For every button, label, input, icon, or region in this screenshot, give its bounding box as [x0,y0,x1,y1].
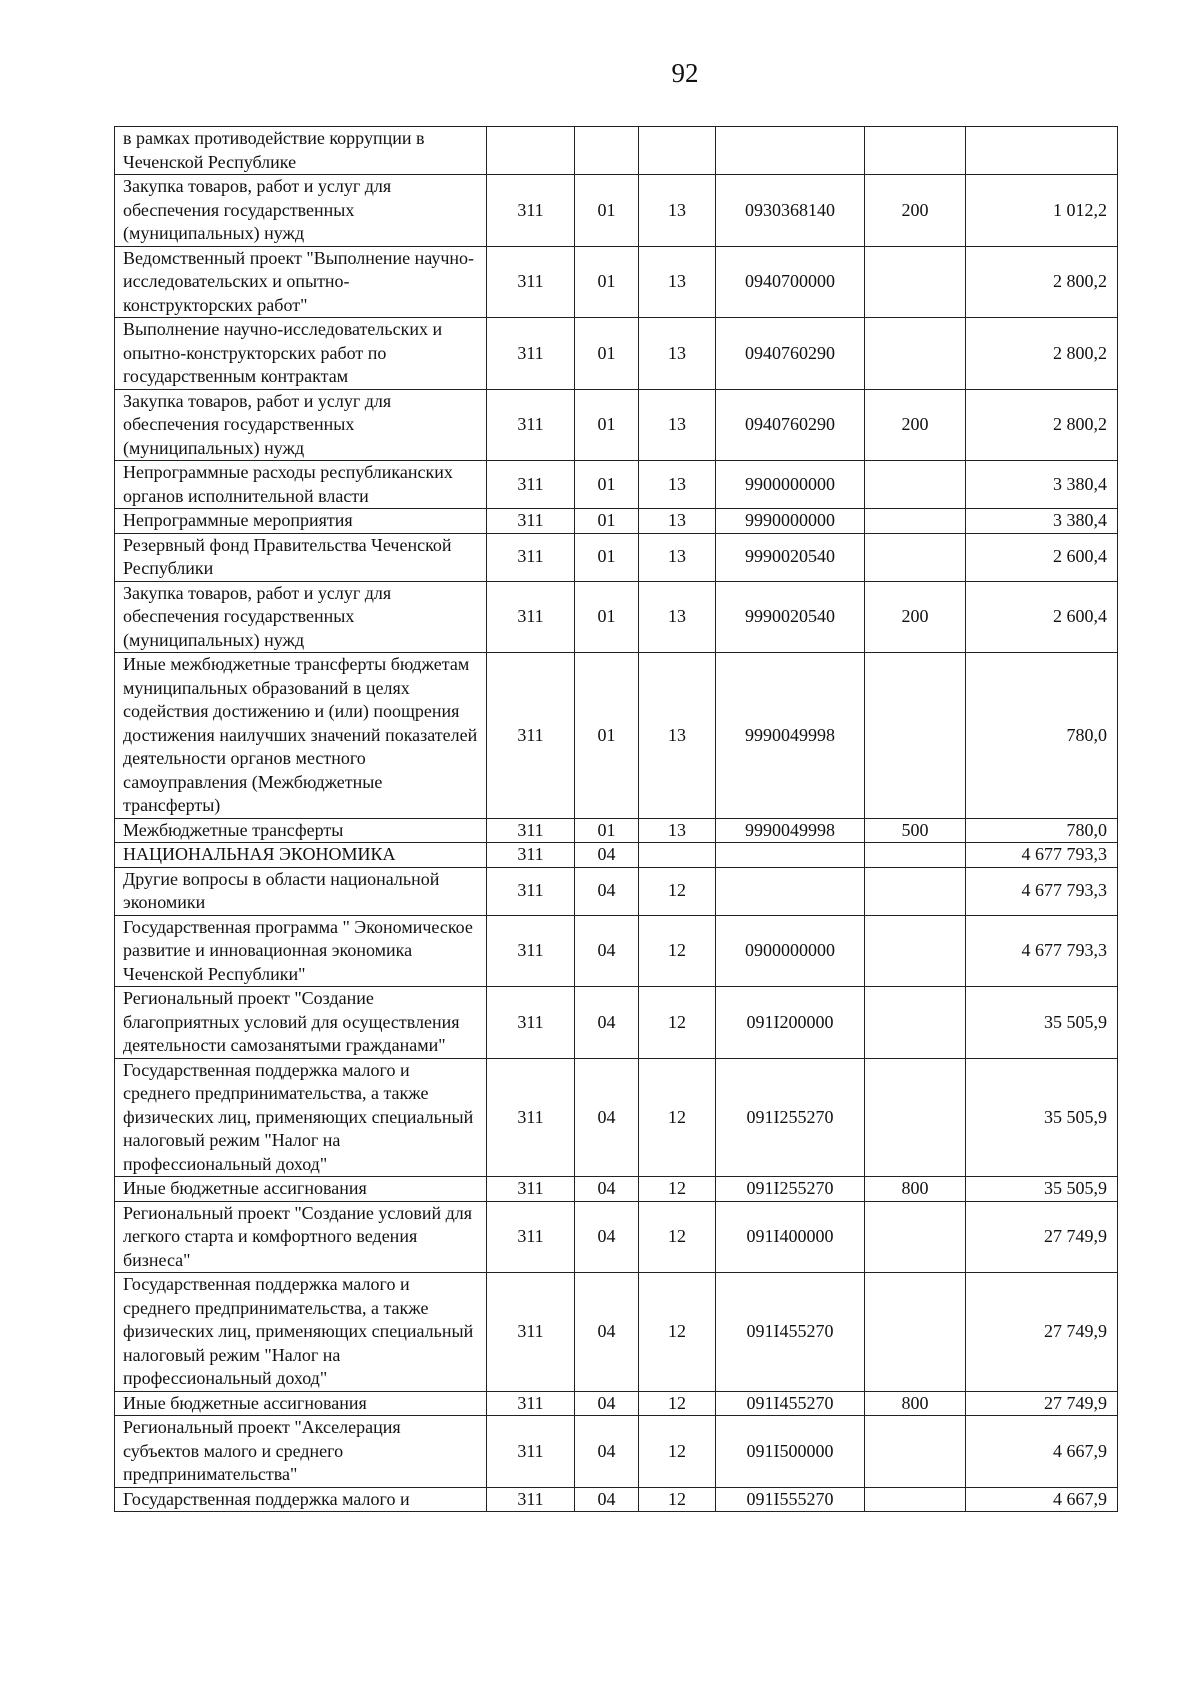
ministry-code: 311 [487,915,575,987]
item-name: Иные бюджетные ассигнования [115,1391,487,1416]
item-name: Непрограммные расходы республиканских органов исполнительной власти [115,461,487,509]
expense-type-code: 500 [865,818,966,843]
amount [966,127,1118,175]
target-article-code: 091I255270 [716,1177,865,1202]
item-name: Региональный проект "Создание благоприятных условий для осуществления деятельности самозанятыми гражданами" [115,987,487,1059]
section-code: 01 [575,246,639,318]
expense-type-code [865,1487,966,1512]
target-article-code: 9900000000 [716,461,865,509]
amount: 2 800,2 [966,246,1118,318]
subsection-code: 12 [639,915,716,987]
subsection-code: 13 [639,318,716,390]
subsection-code: 12 [639,1416,716,1488]
section-code: 04 [575,1391,639,1416]
ministry-code: 311 [487,1391,575,1416]
expense-type-code [865,509,966,534]
ministry-code: 311 [487,175,575,247]
item-name: НАЦИОНАЛЬНАЯ ЭКОНОМИКА [115,843,487,868]
table-row [115,843,1118,868]
amount: 2 600,4 [966,533,1118,581]
subsection-code: 12 [639,867,716,915]
section-code: 01 [575,818,639,843]
item-name: Межбюджетные трансферты [115,818,487,843]
target-article-code: 091I200000 [716,987,865,1059]
section-code: 01 [575,581,639,653]
amount: 4 677 793,3 [966,915,1118,987]
amount: 4 667,9 [966,1487,1118,1512]
expense-type-code [865,1416,966,1488]
section-code: 01 [575,389,639,461]
item-name: Региональный проект "Акселерация субъектов малого и среднего предпринимательства" [115,1416,487,1488]
item-name: Государственная поддержка малого и среднего предпринимательства, а также физических лиц, применяющих специальный налоговый режим "Налог на профессиональный доход" [115,1273,487,1392]
subsection-code: 13 [639,509,716,534]
item-name: Государственная поддержка малого и [115,1487,487,1512]
table-row [115,818,1118,843]
table-row [115,1273,1118,1392]
table-row [115,246,1118,318]
expense-type-code [865,867,966,915]
amount: 4 677 793,3 [966,867,1118,915]
target-article-code: 091I555270 [716,1487,865,1512]
ministry-code: 311 [487,843,575,868]
item-name: Другие вопросы в области национальной экономики [115,867,487,915]
expense-type-code [865,1273,966,1392]
amount: 27 749,9 [966,1391,1118,1416]
table-row [115,581,1118,653]
table-body [115,127,1118,1512]
amount: 4 677 793,3 [966,843,1118,868]
ministry-code: 311 [487,1201,575,1273]
section-code: 01 [575,509,639,534]
amount: 4 667,9 [966,1416,1118,1488]
expense-type-code: 200 [865,389,966,461]
target-article-code: 091I255270 [716,1058,865,1177]
target-article-code: 091I500000 [716,1416,865,1488]
target-article-code [716,843,865,868]
page-number: 92 [671,58,699,88]
table-row [115,1487,1118,1512]
amount: 780,0 [966,818,1118,843]
target-article-code: 9990000000 [716,509,865,534]
target-article-code: 0930368140 [716,175,865,247]
target-article-code [716,127,865,175]
table-row [115,1177,1118,1202]
section-code: 04 [575,843,639,868]
expense-type-code [865,533,966,581]
target-article-code: 0940700000 [716,246,865,318]
expense-type-code [865,246,966,318]
subsection-code: 13 [639,818,716,843]
section-code: 04 [575,1273,639,1392]
subsection-code: 12 [639,1201,716,1273]
amount: 27 749,9 [966,1201,1118,1273]
section-code: 01 [575,653,639,819]
ministry-code: 311 [487,867,575,915]
amount: 3 380,4 [966,509,1118,534]
ministry-code: 311 [487,509,575,534]
table-row [115,318,1118,390]
ministry-code: 311 [487,818,575,843]
amount: 35 505,9 [966,987,1118,1059]
target-article-code: 091I400000 [716,1201,865,1273]
target-article-code [716,867,865,915]
section-code: 04 [575,1177,639,1202]
item-name: Резервный фонд Правительства Чеченской Республики [115,533,487,581]
section-code: 04 [575,915,639,987]
target-article-code: 0900000000 [716,915,865,987]
table-row [115,389,1118,461]
table-row [115,987,1118,1059]
table-row [115,1201,1118,1273]
table-row [115,1058,1118,1177]
subsection-code: 13 [639,389,716,461]
table-row [115,533,1118,581]
item-name: Иные бюджетные ассигнования [115,1177,487,1202]
section-code: 01 [575,533,639,581]
target-article-code: 9990020540 [716,533,865,581]
subsection-code: 13 [639,653,716,819]
expense-type-code [865,843,966,868]
expense-type-code: 200 [865,175,966,247]
target-article-code: 091I455270 [716,1273,865,1392]
section-code: 01 [575,461,639,509]
table-row [115,1416,1118,1488]
expense-type-code: 800 [865,1177,966,1202]
target-article-code: 9990020540 [716,581,865,653]
section-code [575,127,639,175]
amount: 35 505,9 [966,1058,1118,1177]
target-article-code: 0940760290 [716,318,865,390]
table-row [115,653,1118,819]
amount: 2 600,4 [966,581,1118,653]
ministry-code: 311 [487,1273,575,1392]
item-name: Иные межбюджетные трансферты бюджетам муниципальных образований в целях содействия достижению и (или) поощрения достижения наилучших значений показателей деятельности органов местного самоуправления (Межбюджетные трансферты) [115,653,487,819]
item-name: Закупка товаров, работ и услуг для обеспечения государственных (муниципальных) нужд [115,175,487,247]
expense-type-code [865,318,966,390]
expense-type-code [865,461,966,509]
table-row [115,867,1118,915]
item-name: Закупка товаров, работ и услуг для обеспечения государственных (муниципальных) нужд [115,581,487,653]
subsection-code: 12 [639,1273,716,1392]
section-code: 04 [575,1201,639,1273]
subsection-code: 13 [639,461,716,509]
expense-type-code [865,915,966,987]
expense-type-code [865,1201,966,1273]
target-article-code: 091I455270 [716,1391,865,1416]
table-row [115,461,1118,509]
ministry-code: 311 [487,1177,575,1202]
subsection-code: 12 [639,1391,716,1416]
ministry-code: 311 [487,389,575,461]
table-row [115,915,1118,987]
amount: 1 012,2 [966,175,1118,247]
ministry-code: 311 [487,533,575,581]
item-name: Государственная программа " Экономическое развитие и инновационная экономика Чеченской Республики" [115,915,487,987]
expense-type-code: 800 [865,1391,966,1416]
subsection-code: 13 [639,581,716,653]
section-code: 04 [575,867,639,915]
expense-type-code [865,1058,966,1177]
ministry-code: 311 [487,1487,575,1512]
subsection-code [639,127,716,175]
ministry-code: 311 [487,318,575,390]
amount: 27 749,9 [966,1273,1118,1392]
ministry-code: 311 [487,581,575,653]
subsection-code: 12 [639,1177,716,1202]
expense-type-code: 200 [865,581,966,653]
expense-type-code [865,653,966,819]
subsection-code: 12 [639,1487,716,1512]
subsection-code [639,843,716,868]
amount: 2 800,2 [966,318,1118,390]
subsection-code: 13 [639,246,716,318]
table-row [115,127,1118,175]
ministry-code [487,127,575,175]
subsection-code: 12 [639,987,716,1059]
item-name: Региональный проект "Создание условий для легкого старта и комфортного ведения бизнеса" [115,1201,487,1273]
expense-type-code [865,127,966,175]
subsection-code: 13 [639,533,716,581]
ministry-code: 311 [487,1058,575,1177]
section-code: 04 [575,1487,639,1512]
ministry-code: 311 [487,1416,575,1488]
section-code: 04 [575,987,639,1059]
ministry-code: 311 [487,246,575,318]
amount: 2 800,2 [966,389,1118,461]
subsection-code: 13 [639,175,716,247]
ministry-code: 311 [487,653,575,819]
amount: 3 380,4 [966,461,1118,509]
ministry-code: 311 [487,987,575,1059]
amount: 780,0 [966,653,1118,819]
amount: 35 505,9 [966,1177,1118,1202]
item-name: Государственная поддержка малого и среднего предпринимательства, а также физических лиц, применяющих специальный налоговый режим "Налог на профессиональный доход" [115,1058,487,1177]
subsection-code: 12 [639,1058,716,1177]
expense-type-code [865,987,966,1059]
ministry-code: 311 [487,461,575,509]
table-row [115,175,1118,247]
item-name: Выполнение научно-исследовательских и опытно-конструкторских работ по государственным контрактам [115,318,487,390]
item-name: Непрограммные мероприятия [115,509,487,534]
section-code: 01 [575,318,639,390]
table-row [115,1391,1118,1416]
item-name: Ведомственный проект "Выполнение научно-исследовательских и опытно-конструкторских работ" [115,246,487,318]
target-article-code: 9990049998 [716,653,865,819]
section-code: 04 [575,1058,639,1177]
budget-table [114,126,1118,1512]
target-article-code: 0940760290 [716,389,865,461]
section-code: 04 [575,1416,639,1488]
item-name: Закупка товаров, работ и услуг для обеспечения государственных (муниципальных) нужд [115,389,487,461]
target-article-code: 9990049998 [716,818,865,843]
item-name: в рамках противодействие коррупции в Чеченской Республике [115,127,487,175]
section-code: 01 [575,175,639,247]
table-row [115,509,1118,534]
